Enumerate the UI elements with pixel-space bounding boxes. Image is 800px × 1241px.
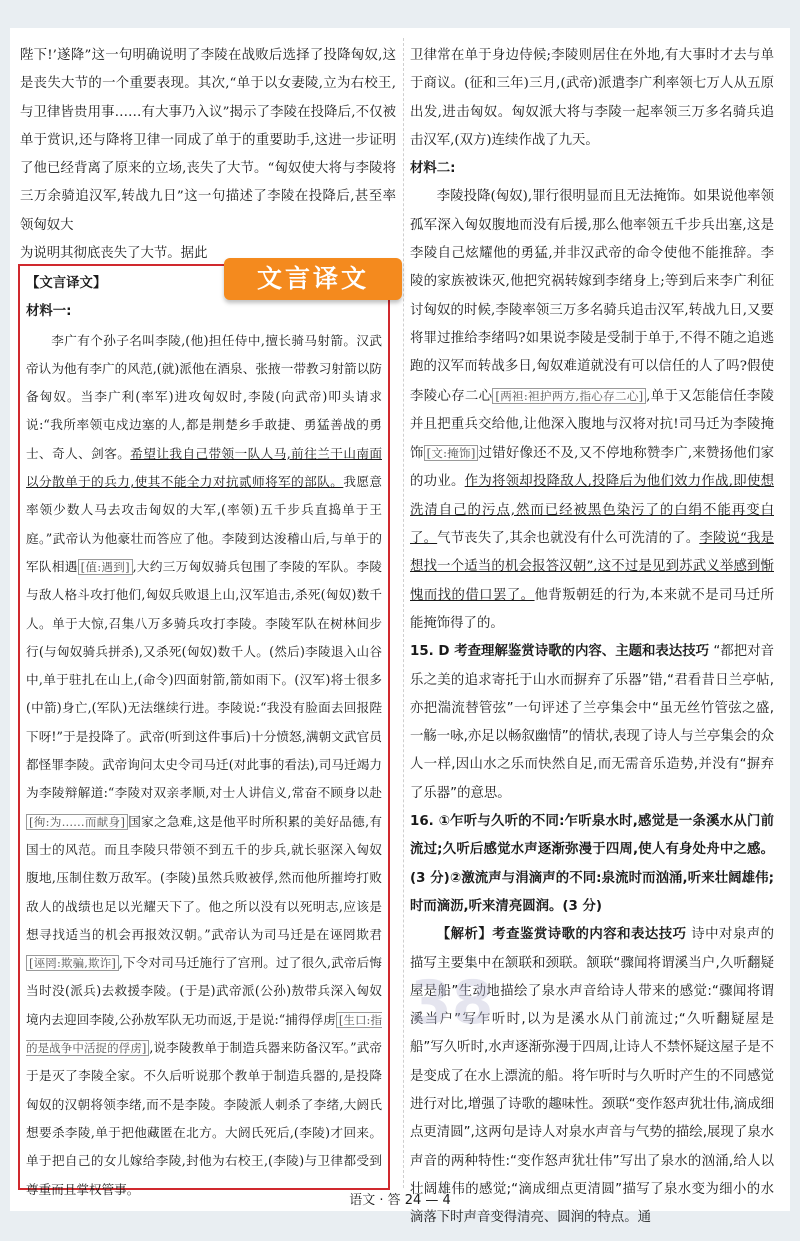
right-column — [410, 42, 774, 1232]
translation-badge: 文言译文 — [224, 258, 402, 300]
page-footer: 语文 · 答 24 — 4 — [349, 1193, 451, 1208]
question-16-analysis: 【解析】考查鉴赏诗歌的内容和表达技巧 诗中对泉声的描写主要集中在颔联和颈联。颔联“骤闻将谓溪当户,久听翻疑屋是船”生动地描绘了泉水声音给诗人带来的感觉:“骤闻将谓溪当户”写乍听时,以为是溪水从门前流过;“久听翻疑屋是船”写久听时,水声逐渐弥漫于四周,让诗人不禁怀疑这屋子是不是变成了在水上漂流的船。将乍听时与久听时产生的不同感觉进行对比,增强了诗歌的趣味性。颈联“变作怒声犹壮伟,滴成细点更清圆”,这两句是诗人对泉水声音与气势的描绘,展现了泉水声音的两种特性:“变作怒声犹壮伟”写出了泉水的汹涌,给人以壮阔雄伟的感觉;“滴成细点更清圆”描写了泉水变为细小的水滴落下时声音变得清亮、圆润的特点。通 — [410, 927, 775, 1226]
material-two-text: 李陵投降(匈奴),罪行很明显而且无法掩饰。如果说他率领孤军深入匈奴腹地而没有后援,那么他率领五千步兵出塞,这是李陵自己炫耀他的勇猛,并非汉武帝的命令使他不能推辞。李陵的家族被诛灭,他把究祸转嫁到李绪身上;等到后来李广利征讨匈奴的时候,李陵率领三万多名骑兵追击汉军,转战九日,又要将罪过推给李绪吗?如果说李陵是受制于单于,不得不随之追逃跑的汉军而转战多日,匈奴难道就没有可以信任的人了吗?假使李陵心存二心 [两袒:袒护两方,指心存二心] ,单于又怎能信任李陵并且把重兵交给他,让他深入腹地与汉将对抗!司马迁为李陵掩饰 [文:掩饰] 过错好像还不及,又不停地称赞李广,来赞扬他们家的功业。作为将领却投降敌人,投降后为他们效力作战,即使想洗清自己的污点,然而已经被黑色染污了的白绢不能再变白了。气节丧失了,其余也就没有什么可洗清的了。李陵说“我是想找一个适当的机会报答汉朝”,这不过是见到苏武义举感到惭愧而找的借口罢了。他背叛朝廷的行为,本来就不是司马迁所能掩饰得了的。 — [410, 189, 775, 631]
material-one-label: 材料一: — [26, 304, 72, 320]
analysis-paragraph-end: 为说明其彻底丧失了大节。据此 — [20, 246, 208, 262]
translation-title: 【文言译文】 — [26, 276, 107, 291]
analysis-paragraph: 陛下!’遂降”这一句明确说明了李陵在战败后选择了投降匈奴,这是丧失大节的一个重要表现。其次,“单于以女妻陵,立为右校王,与卫律皆贵用事……有大事乃入议”揭示了李陵在投降后,不仅被单于赏识,还与降将卫律一同成了单于的重要助手,这进一步证明了他已经背离了原来的立场,丧失了大节。“匈奴使大将与李陵将三万余骑追汉军,转战九日”这一句描述了李陵在投降后,甚至率领匈奴大 — [20, 48, 396, 233]
document-page — [10, 28, 790, 1226]
question-15: 15. D 考查理解鉴赏诗歌的内容、主题和表达技巧 “都把对音乐之美的追求寄托于山水而摒弃了乐器”错,“君看昔日兰亭帖,亦把湍流替管弦”一句评述了兰亭集会中“虽无丝竹管弦之盛,一觞一咏,亦足以畅叙幽情”的情状,表现了诗人与兰亭集会的众人一样,因山水之乐而快然自足,而无需音乐造势,并没有“摒弃了乐器”的意思。 — [410, 644, 774, 801]
translation-box — [18, 264, 390, 1197]
watermark-logo: 38 — [410, 968, 494, 1038]
column-divider — [403, 38, 404, 1188]
question-16-answer: 16. ①乍听与久听的不同:乍听泉水时,感觉是一条溪水从门前流过;久听后感觉水声逐渐弥漫于四周,使人有身处舟中之感。(3 分)②激流声与涓滴声的不同:泉流时而汹涌,听来壮阔雄伟;时而滴沥,听来清亮圆润。(3 分) — [410, 814, 774, 914]
translation-text: 李广有个孙子名叫李陵,(他)担任侍中,擅长骑马射箭。汉武帝认为他有李广的风范,(就)派他在酒泉、张掖一带教习射箭以防备匈奴。当李广利(率军)进攻匈奴时,李陵(向武帝)叩头请求说:“我所率领屯戍边塞的人,都是荆楚乡手敢捷、勇猛善战的勇士、奇人、剑客。希望让我自己带领一队人马,前往兰干山南面以分散单于的兵力,使其不能全力对抗贰师将军的部队。我愿意率领少数人马去攻击匈奴的大军,(率领)五千步兵直捣单于王庭。”武帝认为他豪壮而答应了他。李陵到达浚稽山后,与单于的军队相遇 [值:遇到] ,大约三万匈奴骑兵包围了李陵的军队。李陵与敌人格斗攻打他们,匈奴兵败退上山,汉军追击,杀死(匈奴)数千人。单于大惊,召集八万多骑兵攻打李陵。李陵军队在树林间步行(与匈奴骑兵拼杀),又杀死(匈奴)数千人。(然后)李陵退入山谷中,单于驻扎在山上,(命令)四面射箭,箭如雨下。(汉军)将士很多(中箭)身亡,(军队)无法继续行进。李陵说:“我没有脸面去回报陛下呀!”于是投降了。武帝(听到这件事后)十分愤怒,满朝文武官员都怪罪李陵。武帝询问太史令司马迁(对此事的看法),司马迁竭力为李陵辩解道:“李陵对双亲孝顺,对士人讲信义,常奋不顾身以赴[徇:为……而献身] 国家之急难,这是他平时所积累的美好品德,有国士的风范。而且李陵只带领不到五千的步兵,就长驱深入匈奴腹地,压制住数万敌军。(李陵)虽然兵败被俘,然而他所摧垮打败敌人的战绩也足以光耀天下了。他之所以没有以死明志,应该是想寻找适当的机会再报效汉朝。”武帝认为司马迁是在诬罔欺君[诬罔:欺骗,欺诈] ,下令对司马迁施行了宫刑。过了很久,武帝后悔当时没(派兵)去救援李陵。(于是)武帝派(公孙)敖带兵深入匈奴境内去迎回李陵,公孙敖军队无功而返,于是说:“捕得俘虏 [生口:指的是战争中活捉的俘虏] ,说李陵教单于制造兵器来防备汉军。”武帝于是灭了李陵全家。不久后听说那个教单于制造兵器的,是投降匈奴的汉朝将领李绪,而不是李陵。李陵派人刺杀了李绪,大阏氏想要杀李陵,单于把他藏匿在北方。大阏氏死后,(李陵)才回来。单于把自己的女儿嫁给李陵,封他为右校王,(李陵)与卫律都受到尊重而且掌权管事。 — [26, 332, 382, 1197]
material-one-continued: 卫律常在单于身边侍候;李陵则居住在外地,有大事时才去与单于商议。(征和三年)三月,(武帝)派遣李广利率领七万人从五原出发,进击匈奴。匈奴派大将与李陵一起率领三万多名骑兵追击汉军,(双方)连续作战了九天。 — [410, 48, 774, 148]
material-two-label: 材料二: — [410, 161, 456, 177]
left-column-top — [20, 42, 396, 268]
